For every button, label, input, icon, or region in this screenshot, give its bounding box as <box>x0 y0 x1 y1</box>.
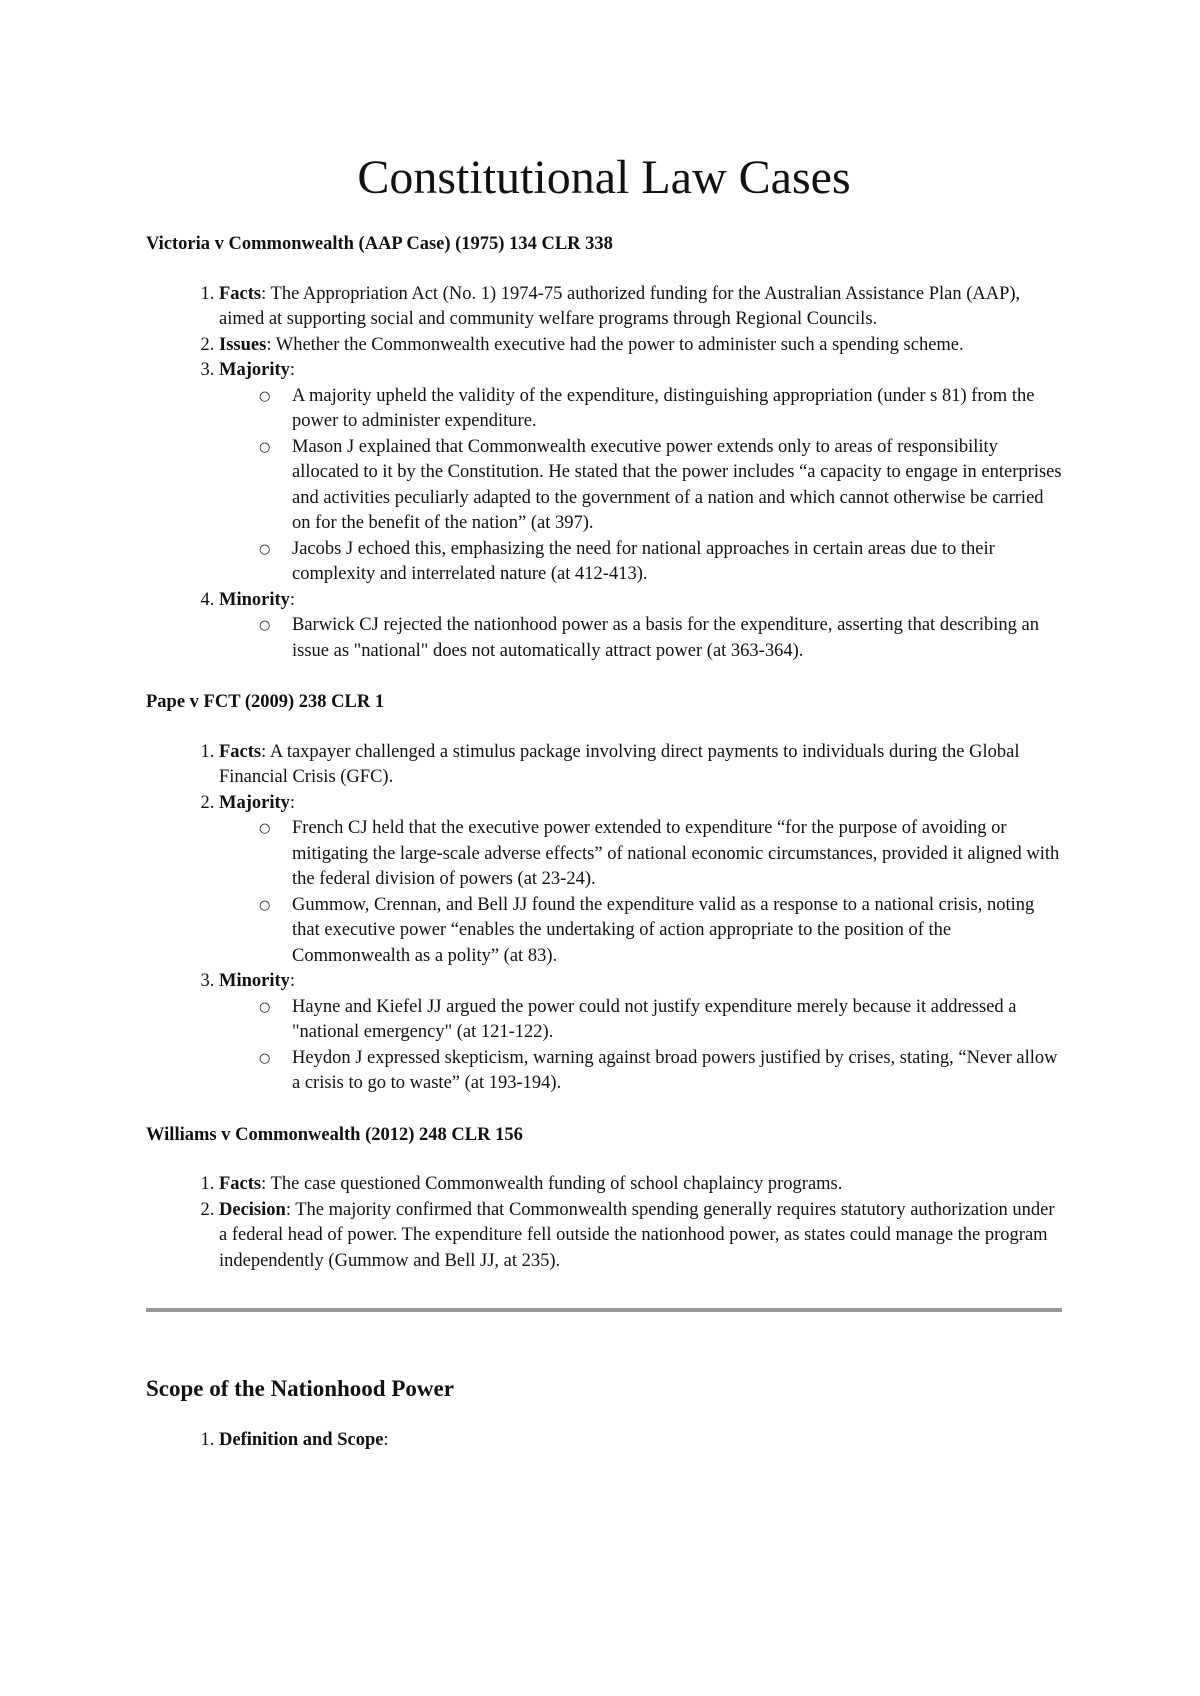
list-item <box>219 333 1062 359</box>
section-heading: Scope of the Nationhood Power <box>146 1376 454 1401</box>
list-item <box>219 1428 1062 1454</box>
case-heading: Victoria v Commonwealth (AAP Case) (1975) 134 CLR 338 <box>146 234 613 254</box>
item-label: Majority <box>219 360 290 380</box>
sub-item-text: Jacobs J echoed this, emphasizing the need for national approaches in certain areas due to their complexity and interrelated nature (at 412-413). <box>292 538 995 584</box>
sub-list-item <box>259 384 1062 435</box>
horizontal-divider <box>146 1308 1062 1312</box>
item-label: Decision <box>219 1199 286 1220</box>
item-label: Issues <box>219 334 267 355</box>
circle-bullet-icon: ○ <box>259 1050 271 1066</box>
item-text: : <box>289 792 296 813</box>
circle-bullet-icon: ○ <box>259 999 271 1015</box>
item-text: : <box>289 360 296 380</box>
item-label: Minority <box>219 589 290 610</box>
item-label: Majority <box>219 792 290 813</box>
sub-list <box>219 384 1062 588</box>
case-pape <box>146 690 1062 1097</box>
item-label: Facts <box>219 741 262 762</box>
item-text: : A taxpayer challenged a stimulus package involving direct payments to individuals during the Global Financial Crisis (GFC). <box>219 741 1020 787</box>
list-item <box>219 740 1062 791</box>
circle-bullet-icon: ○ <box>259 821 271 836</box>
sub-list-item <box>259 995 1062 1046</box>
sub-list-item <box>259 435 1062 537</box>
case-points-list <box>146 740 1062 1097</box>
sub-list <box>219 613 1062 664</box>
item-text: : The majority confirmed that Commonwealth spending generally requires statutory authorization under a federal head of power. The expenditure fell outside the nationhood power, as states could manage the program independently (Gummow and Bell JJ, at 235). <box>219 1199 1055 1271</box>
item-text: : <box>383 1430 389 1450</box>
circle-bullet-icon: ○ <box>259 439 271 455</box>
list-item <box>219 358 1062 588</box>
case-aap <box>146 232 1062 664</box>
list-item <box>219 588 1062 665</box>
list-item <box>219 969 1062 1097</box>
item-label: Facts <box>219 283 262 304</box>
list-item <box>219 282 1062 333</box>
sub-list-item <box>259 816 1062 893</box>
sub-item-text: A majority upheld the validity of the expenditure, distinguishing appropriation (under s 81) from the power to administer expenditure. <box>292 385 1035 431</box>
circle-bullet-icon: ○ <box>259 388 271 404</box>
sub-item-text: Hayne and Kiefel JJ argued the power could not justify expenditure merely because it addressed a "national emergency" (at 121-122). <box>292 996 1017 1042</box>
sub-item-text: Heydon J expressed skepticism, warning against broad powers justified by crises, stating, “Never allow a crisis to go to waste” (at 193-194). <box>292 1047 1058 1093</box>
list-item <box>219 1198 1062 1275</box>
sub-list-item <box>259 537 1062 588</box>
circle-bullet-icon: ○ <box>259 897 271 913</box>
sub-item-text: French CJ held that the executive power extended to expenditure “for the purpose of avoiding or mitigating the large-scale adverse effects” of national economic circumstances, provided it aligned with the federal division of powers (at 23-24). <box>292 818 1060 889</box>
sub-list-item <box>259 613 1062 664</box>
section-nationhood-power <box>146 1374 1062 1454</box>
section-points-list <box>146 1428 1062 1454</box>
sub-list-item <box>259 1046 1062 1097</box>
item-label: Definition and Scope <box>219 1430 384 1450</box>
item-text: : The Appropriation Act (No. 1) 1974-75 authorized funding for the Australian Assistance Plan (AAP), aimed at supporting social and community welfare programs through Regional Councils. <box>219 283 1021 329</box>
case-williams <box>146 1123 1062 1275</box>
sub-item-text: Barwick CJ rejected the nationhood power as a basis for the expenditure, asserting that describing an issue as "national" does not automatically attract power (at 363-364). <box>292 615 1039 661</box>
list-item <box>219 791 1062 970</box>
document-title: Constitutional Law Cases <box>357 151 851 204</box>
circle-bullet-icon: ○ <box>259 541 271 557</box>
item-label: Facts <box>219 1174 262 1194</box>
item-text: : <box>289 971 296 991</box>
circle-bullet-icon: ○ <box>259 618 271 633</box>
list-item <box>219 1172 1062 1198</box>
sub-item-text: Gummow, Crennan, and Bell JJ found the expenditure valid as a response to a national crisis, noting that executive power “enables the undertaking of action appropriate to the position of the Commonwealth as a polity” (at 83). <box>292 894 1035 966</box>
item-text: : <box>289 589 296 610</box>
case-points-list <box>146 282 1062 665</box>
case-heading: Williams v Commonwealth (2012) 248 CLR 156 <box>146 1124 523 1145</box>
sub-list <box>219 995 1062 1097</box>
sub-list-item <box>259 893 1062 970</box>
case-points-list <box>146 1172 1062 1274</box>
item-text: : Whether the Commonwealth executive had the power to administer such a spending scheme. <box>266 334 964 355</box>
item-text: : The case questioned Commonwealth funding of school chaplaincy programs. <box>261 1174 843 1194</box>
sub-list <box>219 816 1062 969</box>
sub-item-text: Mason J explained that Commonwealth executive power extends only to areas of responsibility allocated to it by the Constitution. He stated that the power includes “a capacity to engage in enterprises and activities peculiarly adapted to the government of a nation and which cannot otherwise be carried on for the benefit of the nation” (at 397). <box>292 436 1062 533</box>
item-label: Minority <box>219 971 290 991</box>
case-heading: Pape v FCT (2009) 238 CLR 1 <box>146 692 385 712</box>
